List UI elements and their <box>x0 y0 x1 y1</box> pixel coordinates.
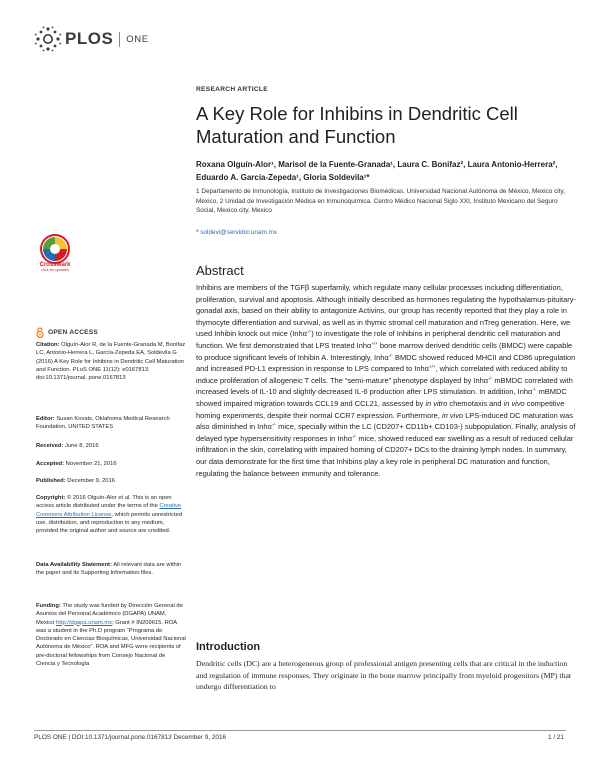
affiliations: 1 Departamento de Inmunología, Instituto de Investigaciones Biomédicas, Universidad Nacional Autónoma de México, Mexico city, Mexico, 2 Unidad de Investigación Médica en Inmunoquímica. Centro Médico Nacional Siglo XXI, Instituto Mexicano del Seguro Social, Mexico city, Mexico <box>196 188 565 215</box>
citation-block <box>36 341 186 382</box>
copyright-label: Copyright: <box>36 495 66 501</box>
crossmark-icon <box>40 234 70 264</box>
abstract-heading: Abstract <box>196 263 244 278</box>
article-type: RESEARCH ARTICLE <box>196 86 268 93</box>
data-availability-text: All relevant data are within the paper and its Supporting Information files. <box>36 562 182 577</box>
funding-block <box>36 602 186 668</box>
corresponding-email[interactable] <box>196 229 277 236</box>
open-access-lock-icon <box>36 327 44 338</box>
funding-text-end: ; Grant # IN209615. ROA was a student in the Ph.D program “Programa de Doctorado en Ciencias Bioquímicas, Universidad Nacional Autónoma de México”. ROA and MFG were recipients of pre-doctoral fellowships from Consejo Nacional de Ciencia y Tecnología <box>36 619 186 668</box>
open-access-badge <box>36 327 98 338</box>
accepted-label: Accepted: <box>36 461 65 467</box>
copyright-block <box>36 494 186 535</box>
plos-logo-icon <box>34 26 62 52</box>
received-label: Received: <box>36 443 64 449</box>
data-availability-block <box>36 561 186 578</box>
editor-label: Editor: <box>36 416 55 422</box>
article-title: A Key Role for Inhibins in Dendritic Cell Maturation and Function <box>196 103 518 147</box>
logo-separator <box>119 32 120 47</box>
footer-divider <box>34 730 566 731</box>
logo-plos-text: PLOS <box>65 29 114 48</box>
copyright-text-end: , which permits unrestricted use, distribution, and reproduction in any medium, provided the original author and source are credited. <box>36 511 182 535</box>
published-label: Published: <box>36 478 66 484</box>
page-number: 1 / 21 <box>548 734 564 741</box>
received-date: June 8, 2016 <box>65 443 99 449</box>
abstract-text: Inhibins are members of the TGFβ superfamily, which regulate many cellular processes including differentiation, proliferation, survival and apoptosis. Although initially described as hormones regulating the hypothalamus-pituitary-gonadal axis, based on their ability to antagonize Activins, our group has recently reported that they play a role in thymocyte differentiation and survival, as well as in thymic stromal cell maturation and nTreg generation. Here, we used Inhibin knock out mice (Inhα-/-) to investigate the role of Inhibins in peripheral dendritic cell maturation and function. We first demonstrated that LPS treated Inhα+/+ bone marrow derived dendritic cells (BMDC) were capable to produce significant levels of Inhibin A. Interestingly, Inhα-/- BMDC showed reduced MHCII and CD86 upregulation and increased PD-L1 expression in response to LPS compared to Inhα+/+, which correlated with reduced ability to induce proliferation of allogeneic T cells. The “semi-mature” phenotype displayed by Inhα-/- mBMDC correlated with increased levels of IL-10 and slightly decreased IL-6 production after LPS stimulation. In addition, Inhα-/- mBMDC showed impaired migration towards CCL19 and CCL21, assessed by in vitro chemotaxis and in vivo competitive homing experiments, despite their normal CCR7 expression. Furthermore, in vivo LPS-induced DC maturation was also diminished in Inhα-/- mice, specially within the LC (CD207+ CD11b+ CD103-) subpopulation. Finally, analysis of delayed type hypersensitivity responses in Inhα-/- mice, showed reduced ear swelling as a result of reduced cellular infiltration in the skin, correlating with impaired homing of CD207+ DCs to the draining lymph nodes. In summary, our data demonstrate for the first time that Inhibins play a key role in peripheral DC maturation and function, regulating the balance between immunity and tolerance. <box>196 283 576 478</box>
license-link[interactable]: Creative Commons Attribution License <box>36 503 182 518</box>
plos-one-logo <box>34 26 149 52</box>
open-access-label: OPEN ACCESS <box>48 329 98 336</box>
crossmark-label: CrossMark <box>39 262 71 268</box>
crossmark-sublabel: click for updates <box>41 268 69 272</box>
data-availability-label: Data Availability Statement: <box>36 562 112 568</box>
published-block <box>36 477 186 485</box>
citation-label: Citation: <box>36 342 60 348</box>
footer-citation: PLOS ONE | DOI:10.1371/journal.pone.0167813 December 9, 2016 <box>34 734 227 741</box>
introduction-heading: Introduction <box>196 641 261 653</box>
published-date: December 9, 2016 <box>67 478 115 484</box>
accepted-block <box>36 460 186 468</box>
accepted-date: November 21, 2016 <box>65 461 117 467</box>
funding-label: Funding: <box>36 603 61 609</box>
author-list: Roxana Olguín-Alor¹, Marisol de la Fuente-Granada¹, Laura C. Bonifaz², Laura Antonio-Herrera², Eduardo A. García-Zepeda¹, Gloria Soldevila¹* <box>196 160 558 182</box>
email-asterisk: * <box>196 229 199 236</box>
introduction-text: Dendritic cells (DC) are a heterogeneous group of professional antigen presenting cells that are critical in the induction and regulation of immune responses. They originate in the bone marrow principally from myeloid progenitors (MP) that undergo differentiation to <box>196 659 572 691</box>
editor-text: Susan Kovats, Oklahoma Medical Research Foundation, UNITED STATES <box>36 416 170 431</box>
crossmark-badge[interactable] <box>34 234 76 272</box>
funding-link[interactable]: http://dgapa.unam.mx <box>56 619 113 626</box>
funding-text: The study was funded by Dirección General de Asuntos del Personal Académico (DGAPA) UNAM, Mexico <box>36 603 183 626</box>
copyright-text: © 2016 Olguín-Alor et al. This is an open access article distributed under the terms of the <box>36 495 172 510</box>
citation-text: Olguín-Alor R, de la Fuente-Granada M, Bonifaz LC, Antonio-Herrera L, García-Zepeda EA, Soldevila G (2016) A Key Role for Inhibins in Dendritic Cell Maturation and Function. PLoS ONE 11(12): e0167813. doi:10.1371/journal. pone.0167813 <box>36 342 186 382</box>
editor-block <box>36 415 186 432</box>
email-link[interactable]: soldevi@servidor.unam.mx <box>200 229 278 236</box>
received-block <box>36 442 186 450</box>
logo-journal-text: ONE <box>126 33 149 45</box>
